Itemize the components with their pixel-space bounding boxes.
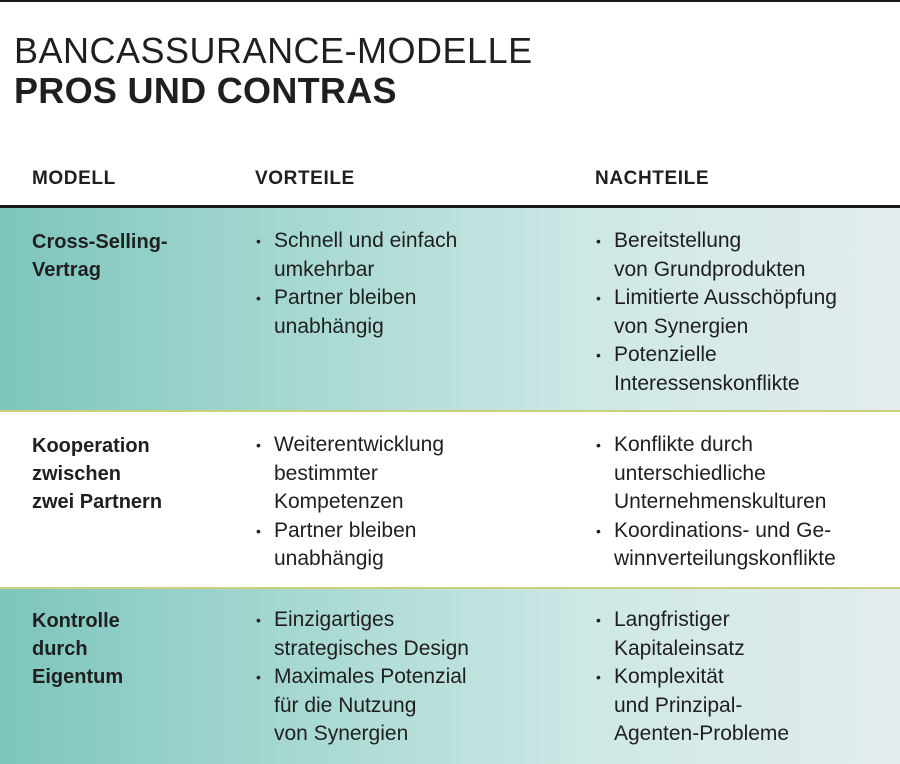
table-row	[0, 208, 900, 411]
page-title: BANCASSURANCE-MODELLE	[14, 30, 533, 71]
list-item: • Schnell und einfach umkehrbar	[252, 227, 457, 284]
table-row	[0, 589, 900, 764]
column-header-pros: VORTEILE	[255, 168, 355, 189]
list-item: • Partner bleiben unabhängig	[252, 284, 457, 341]
list-item: • Konflikte durch unterschiedliche Unternehmenskulturen	[592, 431, 836, 517]
column-header-cons: NACHTEILE	[595, 168, 710, 189]
column-header-model: MODELL	[32, 168, 116, 189]
cons-list	[592, 431, 836, 574]
list-item: • Weiterentwicklung bestimmter Kompetenzen	[252, 431, 444, 517]
list-item: • Potenzielle Interessenskonflikte	[592, 341, 837, 398]
pros-list	[252, 227, 457, 341]
model-cell: Cross-Selling- Vertrag	[32, 231, 168, 281]
list-item: • Maximales Potenzial für die Nutzung von Synergien	[252, 663, 469, 749]
list-item: • Koordinations- und Ge- winnverteilungskonflikte	[592, 517, 836, 574]
list-item: • Limitierte Ausschöpfung von Synergien	[592, 284, 837, 341]
list-item: • Langfristiger Kapitaleinsatz	[592, 606, 789, 663]
pros-list	[252, 606, 469, 749]
pros-list	[252, 431, 444, 574]
cons-list	[592, 606, 789, 749]
list-item: • Partner bleiben unabhängig	[252, 517, 444, 574]
page-subtitle: PROS UND CONTRAS	[14, 70, 397, 111]
list-item: • Bereitstellung von Grundprodukten	[592, 227, 837, 284]
list-item: • Komplexität und Prinzipal- Agenten-Probleme	[592, 663, 789, 749]
table-row	[0, 412, 900, 587]
model-cell: Kontrolle durch Eigentum	[32, 610, 124, 688]
cons-list	[592, 227, 837, 398]
list-item: • Einzigartiges strategisches Design	[252, 606, 469, 663]
model-cell: Kooperation zwischen zwei Partnern	[32, 435, 163, 513]
top-border	[0, 0, 900, 2]
